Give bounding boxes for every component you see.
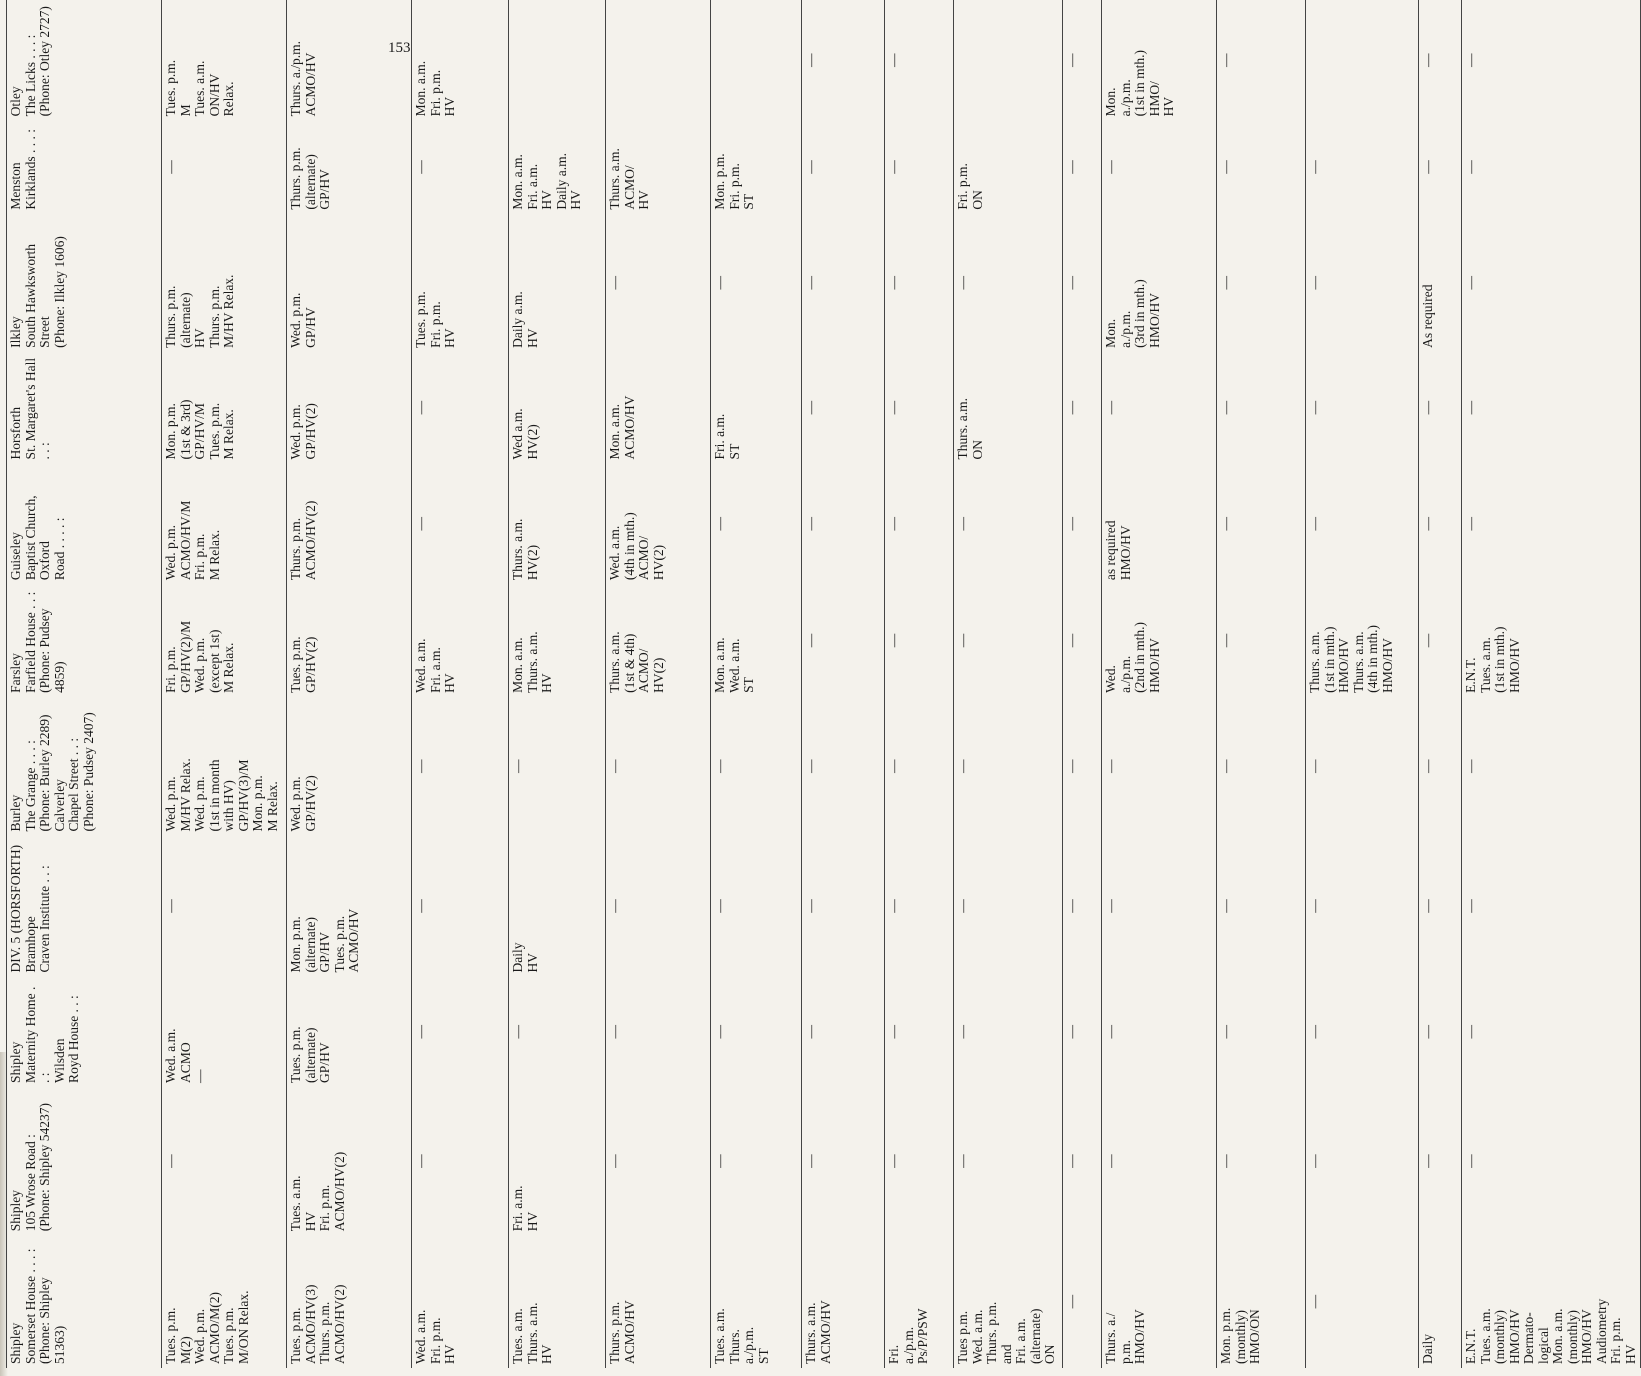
schedule-column-c8 [885,0,954,1368]
schedule-cell: — [1419,697,1462,836]
schedule-cell: — [885,463,954,584]
schedule-cell: — [1462,463,1641,584]
schedule-cell: — [1419,352,1462,464]
schedule-cell: — [885,697,954,836]
schedule-cell: — [885,352,954,464]
schedule-cell: Thurs. a.m. (1st in mth.) HMO/HV Thurs. a.m. (4th in mth.) HMO/HV [1306,584,1419,697]
schedule-cell: Fri. a.m. HV [509,1087,606,1235]
schedule-cell: Shipley Somerset House . . . : (Phone: Shipley 51363) [7,1235,162,1368]
schedule-cell: — [1306,836,1419,977]
schedule-cell: — [1063,1235,1102,1368]
schedule-cell: Tues. p.m. ACMO/HV(3) Thurs. p.m. ACMO/HV(2) [287,1235,412,1368]
schedule-cell: — [711,836,802,977]
schedule-cell: Wed. a.m. Fri. a.m. HV [412,584,509,697]
schedule-cell: Mon. a./p.m. (1st in mth.) HMO/ HV [1102,0,1217,120]
schedule-column-c0 [7,0,162,1368]
schedule-cell: Fri. a.m. ST [711,352,802,464]
schedule-cell: — [1462,120,1641,213]
schedule-cell: — [711,1087,802,1235]
schedule-cell: Fri. a./p.m. Ps/P/PSW [885,1235,954,1368]
schedule-cell: — [802,836,885,977]
schedule-cell: — [1462,836,1641,977]
schedule-cell: — [1462,697,1641,836]
schedule-column-c7 [802,0,885,1368]
schedule-cell: E.N.T. Tues. a.m. (monthly) HMO/HV Dermato- logical Mon. a.m. (monthly) HMO/HV Audiometry Fri. p.m. HV [1462,1235,1641,1368]
schedule-cell: — [1306,463,1419,584]
schedule-cell: — [162,1087,287,1235]
clinic-schedule-table [6,0,1641,1368]
schedule-cell: — [412,836,509,977]
schedule-column-c9 [954,0,1063,1368]
schedule-column-c6 [711,0,802,1368]
schedule-cell: Daily a.m. HV [509,214,606,352]
schedule-cell: — [1306,697,1419,836]
schedule-cell: — [1462,976,1641,1086]
schedule-cell: — [1306,976,1419,1086]
schedule-cell: — [802,976,885,1086]
schedule-cell: — [606,214,711,352]
schedule-cell: Wed. a./p.m. (2nd in mth.) HMO/HV [1102,584,1217,697]
schedule-cell: — [1419,1087,1462,1235]
schedule-cell: Daily HV [509,836,606,977]
schedule-cell: — [412,352,509,464]
schedule-cell: — [1217,463,1306,584]
schedule-cell: — [1063,697,1102,836]
schedule-cell: Thurs. p.m. ACMO/HV(2) [287,463,412,584]
schedule-cell: Tues. p.m. Fri. p.m. HV [412,214,509,352]
schedule-cell [606,0,711,120]
schedule-cell: Mon. a.m. Fri. p.m. HV [412,0,509,120]
schedule-cell: — [1063,976,1102,1086]
schedule-cell: — [954,214,1063,352]
schedule-cell: — [1306,1087,1419,1235]
schedule-cell: — [1063,463,1102,584]
page-number: 153 [388,40,411,56]
schedule-cell: — [606,836,711,977]
schedule-cell: — [954,836,1063,977]
schedule-cell: Mon. p.m. (alternate) GP/HV Tues. p.m. ACMO/HV [287,836,412,977]
schedule-cell: — [412,463,509,584]
schedule-cell: — [1102,1087,1217,1235]
schedule-cell: — [1217,120,1306,213]
schedule-cell: — [162,836,287,977]
schedule-cell: Menston Kirklands . . . : [7,120,162,213]
schedule-cell: Otley The Licks . . . : (Phone: Otley 2727) [7,0,162,120]
schedule-cell: — [412,976,509,1086]
schedule-column-c13 [1306,0,1419,1368]
schedule-cell: Guiseley Baptist Church, Oxford Road . . . . : [7,463,162,584]
schedule-cell: Thurs. a./ p.m. HMO/HV [1102,1235,1217,1368]
schedule-cell: Tues. p.m. M(2) Wed. p.m. ACMO/M(2) Tues. p.m. M/ON Relax. [162,1235,287,1368]
schedule-cell: Thurs. a.m. ACMO/ HV [606,120,711,213]
schedule-cell: — [1217,1087,1306,1235]
schedule-cell: — [412,697,509,836]
schedule-cell [509,0,606,120]
schedule-cell: Thurs. p.m. ACMO/HV [606,1235,711,1368]
schedule-column-c15 [1462,0,1641,1368]
schedule-cell: Wed a.m. HV(2) [509,352,606,464]
schedule-cell: — [1217,584,1306,697]
schedule-cell: — [1217,0,1306,120]
schedule-cell: — [802,463,885,584]
schedule-cell: Horsforth St. Margaret's Hall . . : [7,352,162,464]
schedule-cell: as required HMO/HV [1102,463,1217,584]
schedule-cell: — [509,976,606,1086]
schedule-cell: — [802,697,885,836]
schedule-cell: — [1217,976,1306,1086]
schedule-cell: — [802,120,885,213]
schedule-cell: — [1306,214,1419,352]
schedule-cell: — [1462,0,1641,120]
schedule-cell: — [1063,0,1102,120]
schedule-cell: — [802,0,885,120]
schedule-cell: — [802,352,885,464]
schedule-cell: — [606,976,711,1086]
schedule-cell: Thurs. a.m. HV(2) [509,463,606,584]
schedule-cell: — [1217,836,1306,977]
schedule-cell: Farsley Farfield House . . : (Phone: Pudsey 4859) [7,584,162,697]
schedule-cell: — [802,214,885,352]
schedule-cell: As required [1419,214,1462,352]
schedule-cell: Mon. a./p.m. (3rd in mth.) HMO/HV [1102,214,1217,352]
schedule-cell: — [1063,836,1102,977]
schedule-cell: — [1063,214,1102,352]
schedule-cell: — [954,697,1063,836]
schedule-cell: Tues. p.m. (alternate) GP/HV [287,976,412,1086]
schedule-cell: — [711,976,802,1086]
schedule-cell: Shipley 105 Wrose Road : (Phone: Shipley 54237) [7,1087,162,1235]
schedule-column-c10 [1063,0,1102,1368]
schedule-cell: Fri. p.m. ON [954,120,1063,213]
schedule-cell: Wed. p.m. GP/HV(2) [287,352,412,464]
schedule-cell [1306,0,1419,120]
schedule-cell: — [1102,120,1217,213]
schedule-cell: Wed. a.m. Fri. p.m. HV [412,1235,509,1368]
schedule-cell: — [1306,120,1419,213]
schedule-cell: — [1063,352,1102,464]
schedule-cell: — [1462,352,1641,464]
schedule-cell: Ilkley South Hawksworth Street (Phone: Ilkley 1606) [7,214,162,352]
schedule-column-c11 [1102,0,1217,1368]
schedule-cell: Wed. p.m. ACMO/HV/M Fri. p.m. M Relax. [162,463,287,584]
schedule-cell: Mon. a.m. Wed. a.m. ST [711,584,802,697]
schedule-cell: — [885,584,954,697]
schedule-cell: — [885,836,954,977]
schedule-cell: — [1462,214,1641,352]
schedule-cell: Wed. p.m. M/HV Relax. Wed. p.m. (1st in month with HV) GP/HV(3)/M Mon. p.m. M Relax. [162,697,287,836]
schedule-cell: — [1419,976,1462,1086]
schedule-cell: — [954,584,1063,697]
schedule-cell: Tues. p.m. M Tues. a.m. ON/HV Relax. [162,0,287,120]
schedule-cell: — [954,1087,1063,1235]
schedule-cell [954,0,1063,120]
schedule-cell: — [802,584,885,697]
schedule-cell: Thurs. p.m. (alternate) HV Thurs. p.m. M/HV Relax. [162,214,287,352]
schedule-cell: Shipley Maternity Home . . : Wilsden Royd House . . : [7,976,162,1086]
schedule-column-c1 [162,0,287,1368]
schedule-column-c5 [606,0,711,1368]
schedule-cell: Tues. a.m. Thurs. a./p.m. ST [711,1235,802,1368]
schedule-cell: — [802,1087,885,1235]
schedule-cell: — [1419,836,1462,977]
schedule-cell: — [606,697,711,836]
schedule-column-c2 [287,0,412,1368]
schedule-cell: — [1063,584,1102,697]
schedule-cell: — [162,120,287,213]
schedule-cell: — [1419,463,1462,584]
schedule-column-c14 [1419,0,1462,1368]
schedule-cell: Wed. a.m. ACMO — [162,976,287,1086]
schedule-cell: Burley The Grange . . . : (Phone: Burley 2289) Calverley Chapel Street . . : (Phone: Pudsey 2407) [7,697,162,836]
schedule-cell: Daily [1419,1235,1462,1368]
schedule-cell: — [1063,1087,1102,1235]
schedule-cell: Wed. p.m. GP/HV(2) [287,697,412,836]
schedule-cell: — [509,697,606,836]
schedule-cell: Wed. a.m. (4th in mth.) ACMO/ HV(2) [606,463,711,584]
schedule-cell: — [885,1087,954,1235]
schedule-cell: — [885,976,954,1086]
schedule-cell: — [1063,120,1102,213]
schedule-cell: — [1419,0,1462,120]
schedule-column-c4 [509,0,606,1368]
schedule-cell: — [954,463,1063,584]
schedule-cell: — [412,1087,509,1235]
schedule-cell: — [1419,584,1462,697]
schedule-cell: Tues p.m. Wed. a.m. Thurs. p.m. and Fri. a.m. (alternate) ON [954,1235,1063,1368]
schedule-cell: E.N.T. Tues. a.m. (1st in mth.) HMO/HV [1462,584,1641,697]
schedule-cell: Thurs. a.m. ON [954,352,1063,464]
schedule-cell: Thurs. a./p.m. ACMO/HV [287,0,412,120]
schedule-cell: — [1306,1235,1419,1368]
schedule-cell: Mon. a.m. Fri. a.m. HV Daily a.m. HV [509,120,606,213]
schedule-cell: Tues. a.m. Thurs. a.m. HV [509,1235,606,1368]
schedule-cell: — [1102,976,1217,1086]
schedule-cell: — [1217,214,1306,352]
schedule-cell [711,0,802,120]
schedule-cell: Tues. a.m. HV Fri. p.m. ACMO/HV(2) [287,1087,412,1235]
schedule-cell: — [1217,352,1306,464]
schedule-cell: — [885,120,954,213]
schedule-cell: DIV. 5 (HORSFORTH) Bramhope Craven Institute . . : [7,836,162,977]
schedule-cell: — [1102,836,1217,977]
schedule-column-c3 [412,0,509,1368]
schedule-cell: Thurs. a.m. (1st & 4th) ACMO/ HV(2) [606,584,711,697]
schedule-cell: Mon. a.m. ACMO/HV [606,352,711,464]
schedule-cell: — [885,214,954,352]
schedule-cell: — [711,697,802,836]
schedule-cell: — [412,120,509,213]
schedule-cell: Mon. p.m. Fri. p.m. ST [711,120,802,213]
schedule-cell: Mon. p.m. (1st & 3rd) GP/HV/M Tues. p.m. M Relax. [162,352,287,464]
schedule-column-c12 [1217,0,1306,1368]
schedule-cell: — [711,214,802,352]
schedule-cell: — [1102,697,1217,836]
schedule-cell: — [1462,1087,1641,1235]
schedule-cell: Mon. a.m. Thurs. a.m. HV [509,584,606,697]
schedule-cell: Mon. p.m. (monthly) HMO/ON [1217,1235,1306,1368]
schedule-cell: Thurs. p.m. (alternate) GP/HV [287,120,412,213]
schedule-cell: — [1102,352,1217,464]
schedule-cell: — [606,1087,711,1235]
schedule-cell: — [1419,120,1462,213]
schedule-cell: — [1306,352,1419,464]
schedule-cell: — [1217,697,1306,836]
schedule-cell: Wed. p.m. GP/HV [287,214,412,352]
schedule-cell: Tues. p.m. GP/HV(2) [287,584,412,697]
schedule-cell: — [954,976,1063,1086]
schedule-cell: Fri. p.m. GP/HV(2)/M Wed. p.m. (except 1st) M Relax. [162,584,287,697]
schedule-cell: — [885,0,954,120]
schedule-cell: Thurs. a.m. ACMO/HV [802,1235,885,1368]
schedule-cell: — [711,463,802,584]
